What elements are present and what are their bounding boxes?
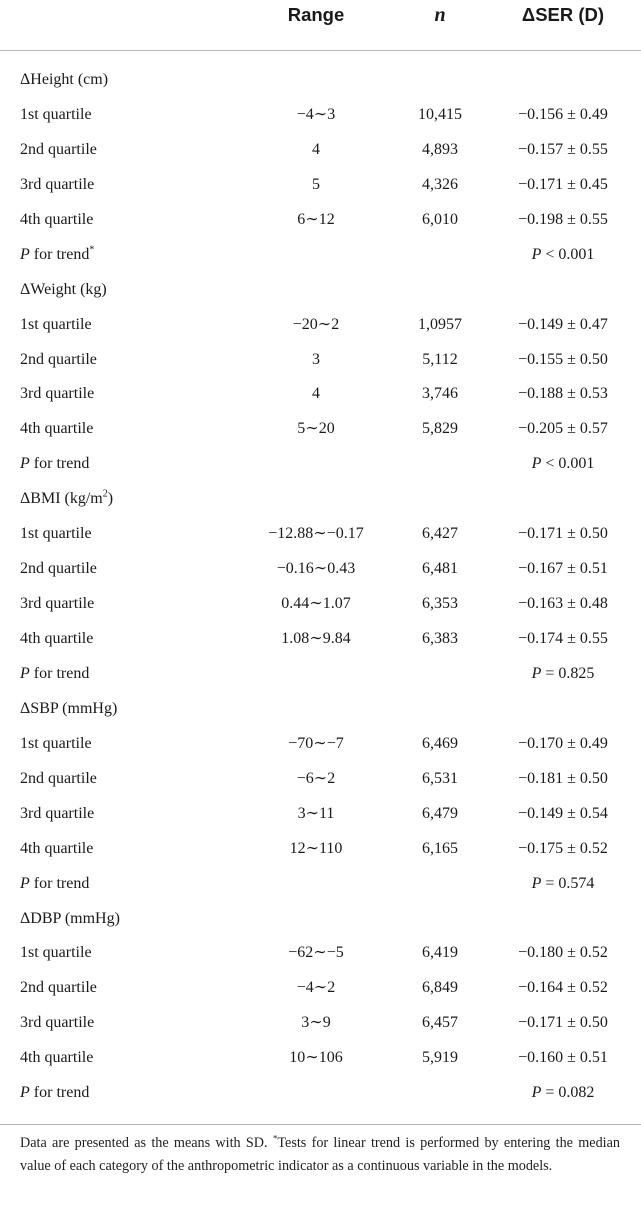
quartile-label: 4th quartile <box>20 630 94 647</box>
section-label-text: ΔBMI (kg/m <box>20 490 103 508</box>
quartile-label: 1st quartile <box>20 315 92 333</box>
range-cell: 10∼106 <box>289 1049 343 1067</box>
p-value-cell <box>532 447 595 482</box>
range-cell: 3∼11 <box>297 804 335 822</box>
range-cell: 4 <box>312 385 320 403</box>
table-row <box>0 971 641 1006</box>
table-body <box>0 51 641 1111</box>
section-label <box>20 692 117 727</box>
trend-label-p: P <box>20 874 30 892</box>
table-row <box>0 1041 641 1076</box>
ser-cell: −0.167 ± 0.51 <box>518 560 608 578</box>
trend-row <box>0 447 641 482</box>
trend-label-text: for trend <box>29 245 90 263</box>
trend-label <box>20 657 89 692</box>
n-column-header: n <box>434 4 446 26</box>
quartile-label: 1st quartile <box>20 105 92 123</box>
table-row <box>0 622 641 657</box>
p-value-symbol: P <box>531 1084 542 1102</box>
trend-label <box>20 867 89 902</box>
n-cell: 6,469 <box>422 734 458 752</box>
trend-label-p: P <box>20 245 30 263</box>
range-cell: 4 <box>312 140 320 158</box>
table-row <box>0 727 641 762</box>
trend-label-text: for trend <box>29 874 90 892</box>
n-cell: 6,419 <box>422 944 458 962</box>
section-label-suffix: ) <box>107 490 114 508</box>
section-label-text: ΔHeight (cm) <box>20 71 109 88</box>
table-row <box>0 832 641 867</box>
section-row <box>0 482 641 517</box>
quartile-label: 3rd quartile <box>20 175 95 193</box>
range-cell: −70∼−7 <box>288 734 344 752</box>
ser-cell: −0.149 ± 0.54 <box>518 804 608 822</box>
n-cell: 1,0957 <box>418 315 462 333</box>
table-row <box>0 343 641 378</box>
table-row <box>0 377 641 412</box>
section-row <box>0 902 641 937</box>
quartile-label: 2nd quartile <box>20 769 97 787</box>
range-cell: −62∼−5 <box>288 944 344 962</box>
ser-cell: −0.155 ± 0.50 <box>518 350 608 368</box>
trend-row <box>0 657 641 692</box>
range-cell: −12.88∼−0.17 <box>268 525 364 543</box>
n-cell: 6,479 <box>422 804 458 822</box>
range-cell: 5∼20 <box>297 420 335 438</box>
p-value-symbol: P <box>531 245 542 263</box>
trend-label-text: for trend <box>29 1084 90 1102</box>
trend-label <box>20 447 89 482</box>
section-label-text: ΔSBP (mmHg) <box>20 699 118 717</box>
n-cell: 6,427 <box>422 525 458 543</box>
p-value-text: < 0.001 <box>541 455 595 473</box>
table-row <box>0 936 641 971</box>
quartile-label: 4th quartile <box>20 1049 94 1067</box>
section-row <box>0 692 641 727</box>
n-cell: 6,531 <box>422 769 458 787</box>
ser-cell: −0.157 ± 0.55 <box>518 140 608 158</box>
table-header <box>0 0 641 51</box>
range-cell: 6∼12 <box>297 210 335 228</box>
range-cell: −0.16∼0.43 <box>276 560 356 578</box>
trend-row <box>0 238 641 273</box>
ser-cell: −0.149 ± 0.47 <box>518 315 608 333</box>
n-cell: 6,010 <box>422 210 458 228</box>
p-value-symbol: P <box>531 664 542 682</box>
n-cell: 6,353 <box>422 595 458 613</box>
p-value-cell <box>532 238 595 273</box>
n-cell: 4,326 <box>422 175 458 193</box>
footnote-text-before: Data are presented as the means with SD. <box>20 1135 273 1151</box>
trend-row <box>0 867 641 902</box>
section-label-text: ΔDBP (mmHg) <box>20 909 120 927</box>
table-row <box>0 412 641 447</box>
section-label <box>20 273 107 308</box>
section-label <box>20 902 120 937</box>
trend-row <box>0 1076 641 1111</box>
ser-cell: −0.170 ± 0.49 <box>518 734 608 752</box>
quartile-label: 3rd quartile <box>20 1014 95 1032</box>
table-row <box>0 1006 641 1041</box>
p-value-text: < 0.001 <box>541 245 595 263</box>
trend-label-p: P <box>20 664 30 682</box>
range-cell: −4∼2 <box>296 979 336 997</box>
ser-cell: −0.171 ± 0.50 <box>518 1014 608 1032</box>
section-label <box>20 482 113 517</box>
n-cell: 5,829 <box>422 420 458 438</box>
trend-label-marker: * <box>89 244 95 256</box>
quartile-label: 4th quartile <box>20 210 94 228</box>
n-cell: 6,165 <box>422 839 458 857</box>
table-row <box>0 552 641 587</box>
ser-cell: −0.175 ± 0.52 <box>518 839 608 857</box>
table-footnote <box>20 1132 620 1178</box>
section-row <box>0 63 641 98</box>
range-cell: 3 <box>312 350 320 368</box>
ser-cell: −0.163 ± 0.48 <box>518 595 608 613</box>
range-cell: 3∼9 <box>301 1014 331 1032</box>
ser-cell: −0.198 ± 0.55 <box>518 210 608 228</box>
n-cell: 5,919 <box>422 1049 458 1067</box>
quartile-label: 2nd quartile <box>20 350 97 368</box>
footnote-text-after: Tests for linear trend is performed by entering the median value of each category of the anthropometric indicator as a continuous variable in the models. <box>20 1135 620 1174</box>
quartile-label: 1st quartile <box>20 734 92 752</box>
table-row <box>0 517 641 552</box>
quartile-label: 4th quartile <box>20 839 94 857</box>
trend-label-text: for trend <box>29 664 90 682</box>
ser-column-header: ΔSER (D) <box>521 4 605 25</box>
table-row <box>0 797 641 832</box>
n-cell: 3,746 <box>422 385 458 403</box>
table-row <box>0 308 641 343</box>
n-cell: 4,893 <box>422 140 458 158</box>
ser-cell: −0.188 ± 0.53 <box>518 385 608 403</box>
trend-label <box>20 238 94 273</box>
n-cell: 6,383 <box>422 630 458 647</box>
quartile-label: 2nd quartile <box>20 140 97 158</box>
quartile-label: 4th quartile <box>20 420 94 438</box>
quartile-label: 1st quartile <box>20 944 92 962</box>
ser-cell: −0.174 ± 0.55 <box>518 630 608 647</box>
section-label <box>20 63 108 98</box>
quartile-label: 3rd quartile <box>20 595 95 613</box>
range-cell: 5 <box>312 175 320 193</box>
range-cell: 1.08∼9.84 <box>281 630 351 647</box>
ser-cell: −0.181 ± 0.50 <box>518 769 608 787</box>
table-bottom-rule <box>0 1124 641 1125</box>
table-row <box>0 587 641 622</box>
ser-cell: −0.171 ± 0.50 <box>518 525 608 543</box>
quartile-label: 2nd quartile <box>20 979 97 997</box>
n-cell: 6,481 <box>422 560 458 578</box>
n-cell: 10,415 <box>418 105 462 123</box>
range-cell: −4∼3 <box>296 105 336 123</box>
ser-cell: −0.180 ± 0.52 <box>518 944 608 962</box>
range-cell: −20∼2 <box>292 315 340 333</box>
n-cell: 6,849 <box>422 979 458 997</box>
section-label-superscript: 2 <box>102 488 108 500</box>
range-cell: 0.44∼1.07 <box>281 595 351 613</box>
table-row <box>0 203 641 238</box>
p-value-cell <box>532 1076 595 1111</box>
trend-label-text: for trend <box>29 455 90 473</box>
p-value-symbol: P <box>531 874 542 892</box>
quartile-label: 1st quartile <box>20 525 92 543</box>
p-value-symbol: P <box>531 455 542 473</box>
section-label-text: ΔWeight (kg) <box>20 280 107 298</box>
p-value-text: = 0.825 <box>541 664 595 682</box>
n-cell: 6,457 <box>422 1014 458 1032</box>
table-row <box>0 168 641 203</box>
footnote-marker: * <box>272 1133 278 1144</box>
range-cell: −6∼2 <box>296 769 336 787</box>
quartile-label: 3rd quartile <box>20 804 95 822</box>
range-cell: 12∼110 <box>289 839 343 857</box>
trend-label-p: P <box>20 455 30 473</box>
quartile-label: 3rd quartile <box>20 385 95 403</box>
p-value-cell <box>532 867 595 902</box>
table-row <box>0 98 641 133</box>
ser-cell: −0.205 ± 0.57 <box>518 420 608 438</box>
table-row <box>0 762 641 797</box>
section-row <box>0 273 641 308</box>
ser-cell: −0.156 ± 0.49 <box>518 105 608 123</box>
p-value-text: = 0.082 <box>541 1084 595 1102</box>
p-value-text: = 0.574 <box>541 874 595 892</box>
trend-label <box>20 1076 89 1111</box>
table-row <box>0 133 641 168</box>
range-column-header: Range <box>287 4 345 25</box>
ser-cell: −0.160 ± 0.51 <box>518 1049 608 1067</box>
p-value-cell <box>532 657 595 692</box>
trend-label-p: P <box>20 1084 30 1102</box>
n-cell: 5,112 <box>422 350 458 368</box>
quartile-label: 2nd quartile <box>20 560 97 578</box>
ser-cell: −0.171 ± 0.45 <box>518 175 608 193</box>
ser-cell: −0.164 ± 0.52 <box>518 979 608 997</box>
